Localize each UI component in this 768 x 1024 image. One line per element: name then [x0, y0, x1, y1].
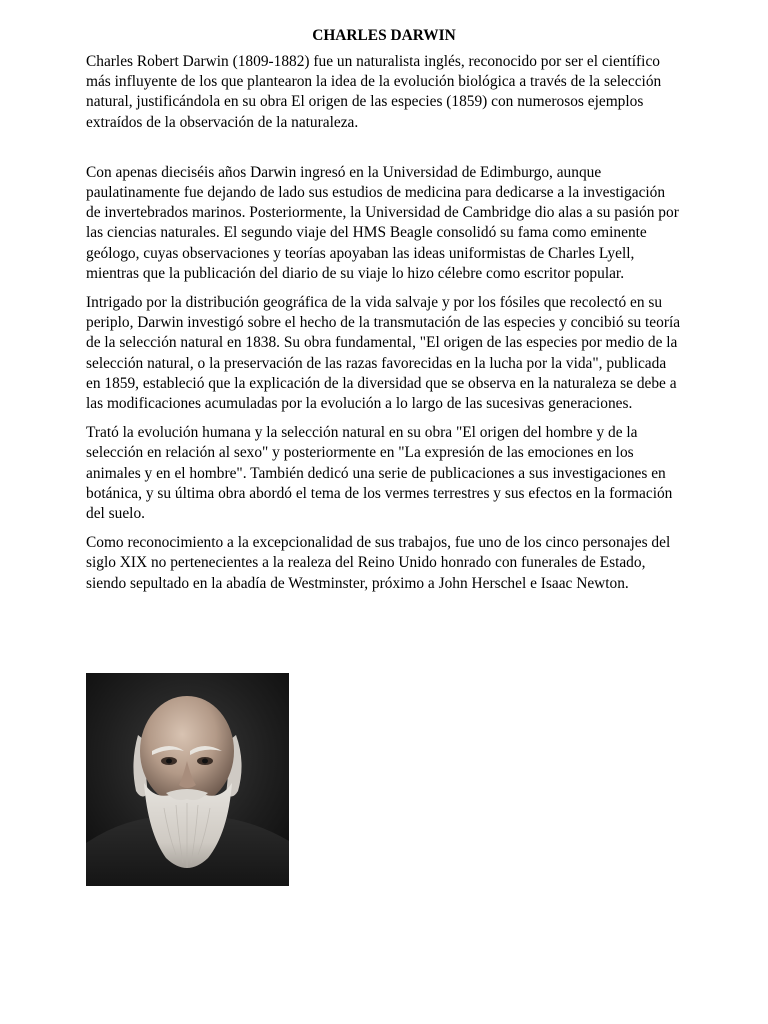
paragraph-human-evolution: Trató la evolución humana y la selección natural en su obra "El origen del hombre y de la selección en relación al sexo" y posteriormente en "La expresión de las emociones en los animales y en el hombre". También dedicó una serie de publicaciones a sus investigaciones en botánica, y su última obra abordó el tema de los vermes terrestres y sus efectos en la formación del suelo.	[86, 424, 673, 523]
page-title: CHARLES DARWIN	[312, 27, 456, 44]
darwin-portrait-image	[86, 673, 289, 886]
paragraph-theory: Intrigado por la distribución geográfica de la vida salvaje y por los fósiles que recolectó en su periplo, Darwin investigó sobre el hecho de la transmutación de las especies y concibió su teoría de la selección natural en 1838. Su obra fundamental, "El origen de las especies por medio de la selección natural, o la preservación de las razas favorecidas en la lucha por la vida", publicada en 1859, estableció que la explicación de la diversidad que se observa en la naturaleza se debe a las modificaciones acumuladas por la evolución a lo largo de las sucesivas generaciones.	[86, 294, 681, 413]
paragraph-education: Con apenas dieciséis años Darwin ingresó en la Universidad de Edimburgo, aunque paulatinamente fue dejando de lado sus estudios de medicina para dedicarse a la investigación de invertebrados marinos. Posteriormente, la Universidad de Cambridge dio alas a su pasión por las ciencias naturales. El segundo viaje del HMS Beagle consolidó su fama como eminente geólogo, cuyas observaciones y teorías apoyaban las ideas uniformistas de Charles Lyell, mientras que la publicación del diario de su viaje lo hizo célebre como escritor popular.	[86, 163, 679, 282]
paragraph-intro: Charles Robert Darwin (1809-1882) fue un naturalista inglés, reconocido por ser el científico más influyente de los que plantearon la idea de la evolución biológica a través de la selección natural, justificándola en su obra El origen de las especies (1859) con numerosos ejemplos extraídos de la observación de la naturaleza.	[86, 53, 662, 131]
paragraph-recognition: Como reconocimiento a la excepcionalidad de sus trabajos, fue uno de los cinco personajes del siglo XIX no pertenecientes a la realeza del Reino Unido honrado con funerales de Estado, siendo sepultado en la abadía de Westminster, próximo a John Herschel e Isaac Newton.	[86, 534, 671, 592]
